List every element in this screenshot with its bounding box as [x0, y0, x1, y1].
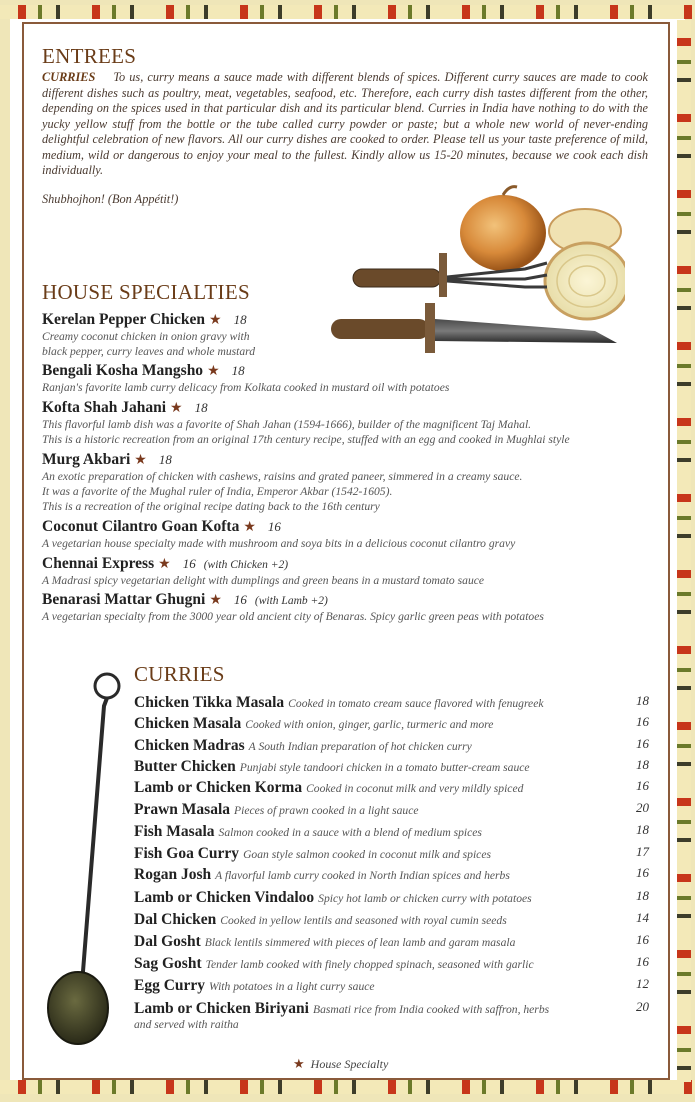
item-desc: Black lentils simmered with pieces of lean lamb and garam masala	[204, 936, 516, 949]
curry-item	[134, 887, 649, 907]
item-desc: Creamy coconut chicken in onion gravy with	[42, 330, 250, 343]
curries-title: CURRIES	[134, 662, 225, 686]
onion-knife-illustration	[325, 183, 625, 363]
entrees-title: ENTREES	[42, 44, 137, 68]
curry-item	[134, 821, 649, 841]
item-desc: Cooked in tomato cream sauce flavored with fenugreek	[288, 697, 544, 710]
intro-text: To us, curry means a sauce made with different blends of spices. Different curry sauces are made to cook different dishes such as poultry, meat, vegetables, seafood, etc. Therefore, each curry dish tastes different from the other, depending on the spices used in that particular dish and its particular blend. Curries in India have nothing to do with the yucky yellow stuff from the bottle or the tube called curry powder or paste; but a whole new world of never-ending delightful celebration of new flavors. All our curry dishes are cooked to order. Please tell us your taste preference of mild, medium, wild or dangerous to enjoy your meal to the fullest. Kindly allow us 15-20 minutes, because we cook each dish individually.	[42, 70, 648, 177]
item-price: 20	[636, 999, 649, 1014]
curry-item	[134, 735, 649, 755]
star-icon: ★	[209, 592, 222, 608]
item-name: Egg Curry	[134, 977, 206, 994]
item-name: Chicken Tikka Masala	[134, 694, 285, 711]
bon-appetit: Shubhojhon! (Bon Appétit!)	[42, 192, 179, 206]
item-price: 16	[267, 519, 281, 534]
specialty-item	[42, 309, 255, 359]
item-name: Dal Chicken	[134, 911, 217, 928]
item-name: Murg Akbari	[42, 451, 131, 468]
item-price: 18	[636, 757, 649, 772]
item-price: 18	[636, 693, 649, 708]
item-name: Dal Gosht	[134, 933, 201, 950]
curry-item	[134, 756, 649, 776]
specialty-item	[42, 397, 570, 447]
spice-border-right	[677, 20, 691, 1082]
item-desc: Cooked in yellow lentils and seasoned with royal cumin seeds	[220, 914, 507, 927]
curry-item	[134, 931, 649, 951]
item-price: 18	[636, 822, 649, 837]
curry-item	[134, 799, 649, 819]
specialty-item	[42, 589, 544, 624]
star-icon: ★	[293, 1056, 305, 1071]
star-icon: ★	[209, 312, 222, 328]
intro-lead: CURRIES	[42, 70, 96, 84]
item-price: 18	[158, 452, 172, 467]
cut-onion	[545, 209, 625, 319]
item-desc: A Madrasi spicy vegetarian delight with dumplings and green beans in a mustard tomato sauce	[42, 574, 485, 587]
item-price: 18	[636, 888, 649, 903]
item-name: Chicken Masala	[134, 715, 242, 732]
item-name: Butter Chicken	[134, 758, 236, 775]
item-name: Lamb or Chicken Biriyani	[134, 1000, 309, 1017]
item-desc: Goan style salmon cooked in coconut milk and spices	[243, 848, 491, 861]
item-name: Benarasi Mattar Ghugni	[42, 591, 206, 608]
specialty-item	[42, 449, 522, 514]
house-specialties-title: HOUSE SPECIALTIES	[42, 280, 250, 304]
item-desc: Cooked with onion, ginger, garlic, turmeric and more	[245, 718, 494, 731]
item-desc: With potatoes in a light curry sauce	[209, 980, 375, 993]
curry-item	[134, 843, 649, 863]
item-price: 16	[636, 778, 649, 793]
item-name: Fish Masala	[134, 823, 215, 840]
curry-item	[134, 909, 649, 929]
item-extra: (with Chicken +2)	[203, 559, 289, 571]
item-price: 18	[231, 363, 245, 378]
curry-item	[134, 777, 649, 797]
item-desc: A flavorful lamb curry cooked in North Indian spices and herbs	[215, 869, 510, 882]
item-price: 17	[636, 844, 649, 859]
item-desc: Cooked in coconut milk and very mildly spiced	[306, 782, 524, 795]
curry-item	[134, 692, 649, 712]
item-name: Kofta Shah Jahani	[42, 399, 167, 416]
item-price: 16	[182, 556, 196, 571]
item-price: 12	[636, 976, 649, 991]
whole-onion	[460, 187, 546, 271]
item-price: 18	[233, 312, 247, 327]
item-name: Fish Goa Curry	[134, 845, 240, 862]
item-name: Lamb or Chicken Vindaloo	[134, 889, 315, 906]
item-desc: black pepper, curry leaves and whole mustard	[42, 345, 256, 358]
spice-border-top	[0, 5, 695, 19]
specialty-item	[42, 516, 515, 551]
item-desc: Punjabi style tandoori chicken in a tomato butter-cream sauce	[239, 761, 530, 774]
item-price: 16	[636, 714, 649, 729]
item-desc: Basmati rice from India cooked with saffron, herbs	[312, 1003, 550, 1016]
item-name: Lamb or Chicken Korma	[134, 779, 303, 796]
item-price: 16	[233, 592, 247, 607]
item-price: 14	[636, 910, 649, 925]
item-desc: A vegetarian house specialty made with mushroom and soya bits in a delicious coconut cilantro gravy	[42, 537, 516, 550]
item-desc: An exotic preparation of chicken with cashews, raisins and grated paneer, simmered in a creamy sauce.	[42, 470, 523, 483]
star-icon: ★	[207, 363, 220, 379]
entrees-intro	[42, 70, 648, 179]
item-price: 20	[636, 800, 649, 815]
item-desc: Ranjan's favorite lamb curry delicacy from Kolkata cooked in mustard oil with potatoes	[42, 381, 450, 394]
item-name: Sag Gosht	[134, 955, 202, 972]
item-desc: Spicy hot lamb or chicken curry with potatoes	[318, 892, 532, 905]
star-icon: ★	[170, 400, 183, 416]
item-name: Chennai Express	[42, 555, 155, 572]
star-icon: ★	[243, 519, 256, 535]
item-desc: Tender lamb cooked with finely chopped spinach, seasoned with garlic	[205, 958, 534, 971]
item-desc: This flavorful lamb dish was a favorite of Shah Jahan (1594-1666), builder of the magnificent Taj Mahal.	[42, 418, 532, 431]
star-icon: ★	[134, 452, 147, 468]
item-desc: A vegetarian specialty from the 3000 year old ancient city of Benaras. Spicy garlic green peas with potatoes	[42, 610, 544, 623]
curry-item	[134, 864, 649, 884]
item-price: 18	[194, 400, 208, 415]
curry-item	[134, 998, 649, 1031]
curry-item	[134, 953, 649, 973]
item-desc-cont: and served with raitha	[134, 1018, 239, 1031]
item-name: Chicken Madras	[134, 737, 245, 754]
item-desc: This is a recreation of the original recipe dating back to the 16th century	[42, 500, 380, 513]
item-price: 16	[636, 954, 649, 969]
specialty-item	[42, 553, 484, 588]
item-extra: (with Lamb +2)	[254, 595, 328, 607]
legend-label: House Specialty	[310, 1057, 389, 1071]
item-price: 16	[636, 865, 649, 880]
item-name: Prawn Masala	[134, 801, 231, 818]
item-price: 16	[636, 932, 649, 947]
item-name: Bengali Kosha Mangsho	[42, 362, 204, 379]
curry-item	[134, 975, 649, 995]
item-desc: A South Indian preparation of hot chicken curry	[248, 740, 472, 753]
item-desc: This is a historic recreation from an original 17th century recipe, stuffed with an egg and cooked in Mughlai style	[42, 433, 570, 446]
specialty-item	[42, 360, 449, 395]
star-icon: ★	[158, 556, 171, 572]
item-name: Kerelan Pepper Chicken	[42, 311, 206, 328]
house-specialty-legend	[293, 1056, 388, 1072]
item-desc: Pieces of prawn cooked in a light sauce	[234, 804, 419, 817]
item-desc: Salmon cooked in a sauce with a blend of medium spices	[218, 826, 482, 839]
item-desc: It was a favorite of the Mughal ruler of India, Emperor Akbar (1542-1605).	[42, 485, 393, 498]
item-name: Coconut Cilantro Goan Kofta	[42, 518, 240, 535]
spice-border-bottom	[0, 1080, 695, 1094]
item-name: Rogan Josh	[134, 866, 212, 883]
item-price: 16	[636, 736, 649, 751]
curry-item	[134, 713, 649, 733]
ladle-illustration	[44, 666, 124, 1050]
